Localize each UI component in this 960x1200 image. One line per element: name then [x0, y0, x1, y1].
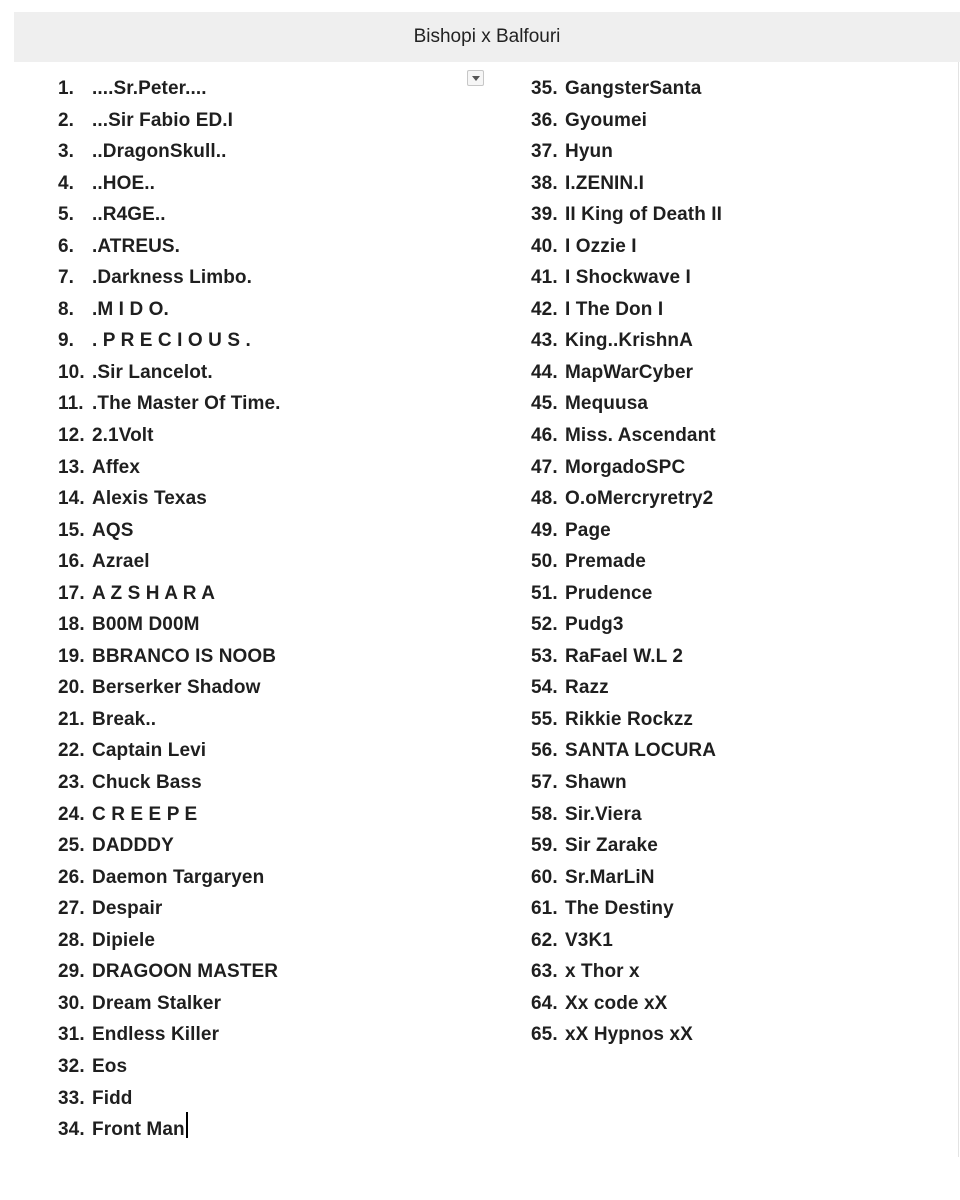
sheet-header [14, 12, 960, 62]
list-item[interactable] [531, 925, 722, 957]
item-number: 16. [58, 551, 85, 573]
item-number: 19. [58, 645, 85, 667]
item-number: 10. [58, 361, 85, 383]
list-item[interactable] [531, 830, 722, 862]
list-item[interactable] [531, 325, 722, 357]
item-number: 21. [58, 708, 85, 730]
item-number: 38. [531, 172, 558, 194]
item-name: Pudg3 [565, 614, 624, 636]
item-number: 2. [58, 109, 75, 131]
item-number: 64. [531, 992, 558, 1014]
list-item[interactable] [531, 388, 722, 420]
item-number: 8. [58, 298, 75, 320]
item-number: 56. [531, 740, 558, 762]
list-item[interactable] [531, 262, 722, 294]
item-number: 58. [531, 803, 558, 825]
list-item[interactable] [58, 988, 281, 1020]
list-item[interactable] [531, 73, 722, 105]
item-number: 41. [531, 267, 558, 289]
item-name: V3K1 [565, 929, 613, 951]
item-number: 36. [531, 109, 558, 131]
item-name: Sr.MarLiN [565, 866, 655, 888]
item-name: ..R4GE.. [92, 204, 166, 226]
member-list-left [58, 73, 281, 1146]
item-name: Chuck Bass [92, 772, 202, 794]
list-item[interactable] [531, 704, 722, 736]
item-number: 35. [531, 78, 558, 99]
list-item[interactable] [531, 294, 722, 326]
item-name: The Destiny [565, 898, 674, 920]
dropdown-button[interactable] [467, 70, 484, 86]
item-name: II King of Death II [565, 204, 723, 226]
item-name: Rikkie Rockzz [565, 708, 694, 730]
item-name: Miss. Ascendant [565, 425, 716, 447]
list-item[interactable] [531, 168, 722, 200]
list-item[interactable] [58, 735, 281, 767]
list-item[interactable] [531, 862, 722, 894]
list-item[interactable] [58, 893, 281, 925]
item-number: 12. [58, 425, 85, 447]
item-name: Break.. [92, 708, 157, 730]
list-item[interactable] [58, 262, 281, 294]
item-name: Shawn [565, 772, 627, 794]
item-number: 37. [531, 141, 558, 163]
item-name: A Z S H A R A [92, 582, 216, 604]
item-number: 60. [531, 866, 558, 888]
member-list-right [531, 73, 722, 1051]
item-name: Daemon Targaryen [92, 866, 265, 888]
item-name: MapWarCyber [565, 361, 694, 383]
list-item[interactable] [58, 672, 281, 704]
list-item[interactable] [58, 578, 281, 610]
list-item[interactable] [58, 452, 281, 484]
item-name: DADDDY [92, 835, 174, 857]
list-item[interactable] [531, 988, 722, 1020]
item-name: O.oMercryretry2 [565, 488, 714, 510]
item-number: 40. [531, 235, 558, 257]
item-number: 17. [58, 582, 85, 604]
item-number: 59. [531, 835, 558, 857]
item-number: 65. [531, 1024, 558, 1046]
header-title: Bishopi x Balfouri [413, 26, 561, 47]
item-number: 57. [531, 772, 558, 794]
item-number: 46. [531, 425, 558, 447]
item-name: . P R E C I O U S . [92, 330, 251, 352]
item-name: ...Sir Fabio ED.I [92, 109, 234, 131]
list-item[interactable] [531, 515, 722, 547]
item-number: 43. [531, 330, 558, 352]
item-name: Xx code xX [565, 992, 668, 1014]
item-number: 14. [58, 488, 85, 510]
item-number: 6. [58, 235, 75, 257]
list-item[interactable] [531, 1019, 722, 1051]
list-item[interactable] [58, 515, 281, 547]
item-number: 32. [58, 1055, 85, 1077]
item-name: I The Don I [565, 298, 664, 320]
item-number: 1. [58, 78, 75, 99]
item-name: ..DragonSkull.. [92, 141, 227, 163]
item-name: Captain Levi [92, 740, 207, 762]
item-number: 44. [531, 361, 558, 383]
item-number: 23. [58, 772, 85, 794]
item-name: Razz [565, 677, 609, 699]
item-name: RaFael W.L 2 [565, 645, 684, 667]
list-item[interactable] [531, 956, 722, 988]
list-item[interactable] [58, 231, 281, 263]
item-number: 7. [58, 267, 75, 289]
item-name: x Thor x [565, 961, 640, 983]
item-name: Sir Zarake [565, 835, 658, 857]
item-number: 34. [58, 1119, 85, 1141]
list-item[interactable] [531, 578, 722, 610]
list-item[interactable] [531, 735, 722, 767]
item-number: 63. [531, 961, 558, 983]
list-item[interactable] [531, 420, 722, 452]
item-number: 24. [58, 803, 85, 825]
list-item[interactable] [58, 199, 281, 231]
list-item[interactable] [531, 136, 722, 168]
list-item[interactable] [58, 168, 281, 200]
list-item[interactable] [531, 609, 722, 641]
item-name: MorgadoSPC [565, 456, 686, 478]
item-name: Azrael [92, 551, 150, 573]
item-name: .The Master Of Time. [92, 393, 281, 415]
item-number: 53. [531, 645, 558, 667]
list-item[interactable] [58, 704, 281, 736]
item-name: .ATREUS. [92, 235, 181, 257]
item-number: 51. [531, 582, 558, 604]
item-name: Hyun [565, 141, 613, 163]
item-name: SANTA LOCURA [565, 740, 717, 762]
list-item[interactable] [58, 136, 281, 168]
item-number: 25. [58, 835, 85, 857]
list-item[interactable] [58, 1051, 281, 1083]
item-number: 22. [58, 740, 85, 762]
item-name: Sir.Viera [565, 803, 642, 825]
list-item[interactable] [58, 925, 281, 957]
item-name: GangsterSanta [565, 78, 702, 99]
item-name: .M I D O. [92, 298, 169, 320]
list-item[interactable] [531, 799, 722, 831]
item-number: 29. [58, 961, 85, 983]
item-name: .Darkness Limbo. [92, 267, 252, 289]
item-number: 31. [58, 1024, 85, 1046]
list-item[interactable] [531, 357, 722, 389]
item-name: I Shockwave I [565, 267, 691, 289]
item-name: Premade [565, 551, 646, 573]
list-item[interactable] [531, 767, 722, 799]
item-name: Mequusa [565, 393, 649, 415]
item-name: Affex [92, 456, 141, 478]
item-name: AQS [92, 519, 134, 541]
item-number: 62. [531, 929, 558, 951]
item-name: Page [565, 519, 611, 541]
list-item[interactable] [58, 325, 281, 357]
item-name: Endless Killer [92, 1024, 220, 1046]
item-name: Front Man [92, 1119, 185, 1141]
item-number: 27. [58, 898, 85, 920]
item-name: King..KrishnA [565, 330, 693, 352]
list-item[interactable] [58, 862, 281, 894]
item-number: 20. [58, 677, 85, 699]
list-item[interactable] [58, 641, 281, 673]
list-item[interactable] [58, 609, 281, 641]
item-number: 39. [531, 204, 558, 226]
list-item[interactable] [58, 483, 281, 515]
item-number: 42. [531, 298, 558, 320]
item-name: Alexis Texas [92, 488, 207, 510]
list-item[interactable] [531, 452, 722, 484]
item-number: 4. [58, 172, 75, 194]
item-number: 11. [58, 393, 84, 415]
item-number: 49. [531, 519, 558, 541]
item-number: 45. [531, 393, 558, 415]
item-name: Prudence [565, 582, 653, 604]
list-item[interactable] [58, 1083, 281, 1115]
item-name: Berserker Shadow [92, 677, 261, 699]
item-name: xX Hypnos xX [565, 1024, 693, 1046]
item-name: Dipiele [92, 929, 155, 951]
item-number: 18. [58, 614, 85, 636]
item-name: C R E E P E [92, 803, 198, 825]
item-number: 9. [58, 330, 75, 352]
list-item[interactable] [531, 105, 722, 137]
item-number: 54. [531, 677, 558, 699]
list-item[interactable] [58, 799, 281, 831]
list-item[interactable] [58, 388, 281, 420]
list-item[interactable] [58, 73, 281, 105]
item-name: Despair [92, 898, 163, 920]
item-name: Eos [92, 1055, 128, 1077]
list-item[interactable] [58, 1114, 281, 1146]
item-number: 15. [58, 519, 85, 541]
list-item[interactable] [58, 294, 281, 326]
item-number: 47. [531, 456, 558, 478]
item-name: DRAGOON MASTER [92, 961, 279, 983]
list-item[interactable] [531, 483, 722, 515]
list-item[interactable] [531, 893, 722, 925]
list-item[interactable] [58, 105, 281, 137]
list-item[interactable] [531, 199, 722, 231]
list-item[interactable] [531, 672, 722, 704]
item-number: 48. [531, 488, 558, 510]
item-number: 13. [58, 456, 85, 478]
list-item[interactable] [531, 641, 722, 673]
item-number: 30. [58, 992, 85, 1014]
item-name: BBRANCO IS NOOB [92, 645, 277, 667]
list-item[interactable] [531, 546, 722, 578]
list-item[interactable] [58, 1019, 281, 1051]
item-name: ..HOE.. [92, 172, 155, 194]
item-name: Gyoumei [565, 109, 647, 131]
item-number: 33. [58, 1087, 85, 1109]
item-name: ....Sr.Peter.... [92, 78, 207, 99]
item-number: 3. [58, 141, 75, 163]
list-item[interactable] [531, 231, 722, 263]
item-number: 50. [531, 551, 558, 573]
item-name: Dream Stalker [92, 992, 222, 1014]
item-name: B00M D00M [92, 614, 200, 636]
item-number: 61. [531, 898, 558, 920]
list-item[interactable] [58, 420, 281, 452]
column-divider [958, 62, 959, 1157]
item-name: .Sir Lancelot. [92, 361, 213, 383]
item-number: 52. [531, 614, 558, 636]
item-number: 26. [58, 866, 85, 888]
list-item[interactable] [58, 546, 281, 578]
list-item[interactable] [58, 830, 281, 862]
item-number: 28. [58, 929, 85, 951]
list-item[interactable] [58, 956, 281, 988]
chevron-down-icon [472, 76, 480, 81]
item-number: 5. [58, 204, 75, 226]
item-number: 55. [531, 708, 558, 730]
text-cursor [186, 1112, 188, 1138]
list-item[interactable] [58, 357, 281, 389]
item-name: Fidd [92, 1087, 133, 1109]
item-name: I.ZENIN.I [565, 172, 645, 194]
item-name: I Ozzie I [565, 235, 637, 257]
item-name: 2.1Volt [92, 425, 154, 447]
list-item[interactable] [58, 767, 281, 799]
